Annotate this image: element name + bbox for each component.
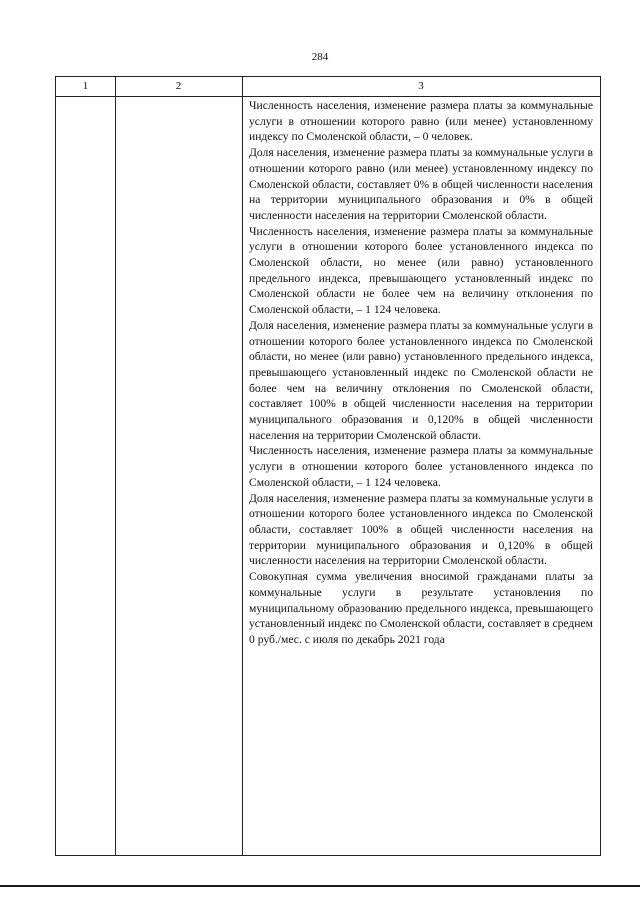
paragraph-population-equal: Численность населения, изменение размера платы за коммунальные услуги в отношении которого равно (или менее) установленному индексу по Смоленской области, – 0 человек. — [249, 99, 593, 144]
paragraph-share-equal: Доля населения, изменение размера платы за коммунальные услуги в отношении которого равно (или менее) установленному индексу по Смоленской области, составляет 0% в общей численности населения на территории муниципального образования и 0% в общей численности населения на территории Смоленской области. — [249, 146, 593, 222]
header-cell-1: 1 — [82, 80, 89, 92]
header-cell-2: 2 — [175, 80, 182, 92]
table-header-row — [56, 77, 600, 97]
paragraph-share-within-limit: Доля населения, изменение размера платы за коммунальные услуги в отношении которого более установленного индекса по Смоленской области, но менее (или равно) установленного предельного индекса, превышающего установленный индекс по Смоленской области не более чем на величину отклонения по Смоленской области, составляет 100% в общей численности населения на территории муниципального образования и 0,120% в общей численности населения на территории Смоленской области. — [249, 318, 593, 442]
paragraph-population-within-limit: Численность населения, изменение размера платы за коммунальные услуги в отношении которого более установленного индекса по Смоленской области, но менее (или равно) установленного предельного индекса, превышающего установленный индекс по Смоленской области не более чем на величину отклонения по Смоленской области, – 1 124 человека. — [249, 224, 593, 317]
column-divider-2 — [242, 77, 243, 855]
paragraph-total-increase: Совокупная сумма увеличения вносимой гражданами платы за коммунальные услуги в результате установления по муниципальному образованию предельного индекса, превышающего установленный индекс по Смоленской области, составляет в среднем 0 руб./мес. с июля по декабрь 2021 года — [249, 570, 593, 646]
column-divider-1 — [115, 77, 116, 855]
page-number: 284 — [311, 51, 329, 63]
document-table — [55, 76, 601, 856]
paragraph-share-above: Доля населения, изменение размера платы за коммунальные услуги в отношении которого более установленного индекса по Смоленской области, составляет 100% в общей численности населения на территории муниципального образования и 0,120% в общей численности населения на территории Смоленской области. — [249, 491, 593, 568]
header-cell-3: 3 — [418, 80, 424, 92]
footer-rule — [0, 885, 640, 887]
paragraph-population-above: Численность населения, изменение размера платы за коммунальные услуги в отношении которого более установленного индекса по Смоленской области, – 1 124 человека. — [249, 444, 593, 489]
column-3-content — [249, 98, 593, 648]
